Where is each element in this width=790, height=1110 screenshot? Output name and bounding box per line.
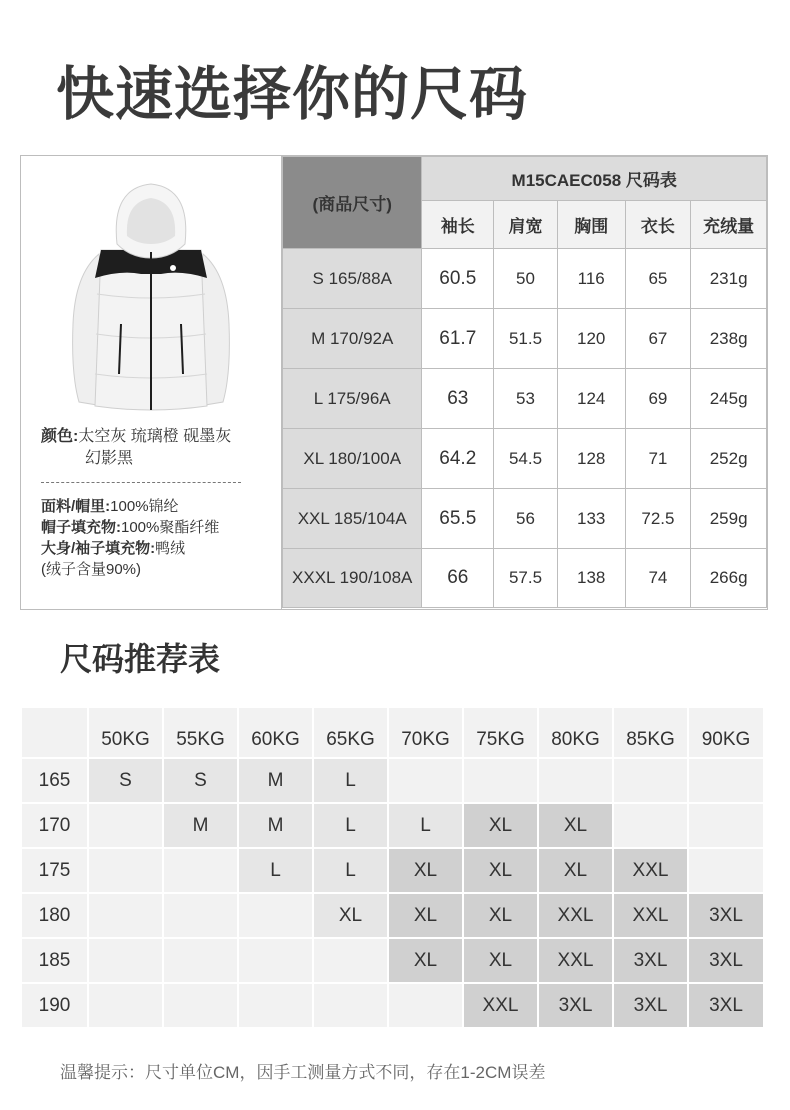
size-column-header: (商品尺寸) bbox=[283, 157, 422, 249]
table-cell: 138 bbox=[557, 549, 625, 608]
table-row bbox=[22, 759, 763, 802]
table-cell: 120 bbox=[557, 309, 625, 369]
size-cell: M bbox=[239, 804, 312, 847]
recommend-table bbox=[20, 706, 765, 1029]
column-header: 胸围 bbox=[557, 201, 625, 249]
size-cell: XL bbox=[389, 894, 462, 937]
material-line: 帽子填充物:100%聚酯纤维 bbox=[41, 519, 220, 536]
size-cell bbox=[164, 849, 237, 892]
size-cell bbox=[389, 759, 462, 802]
size-cell bbox=[539, 759, 612, 802]
size-cell: XXL bbox=[539, 894, 612, 937]
size-cell: XL bbox=[314, 894, 387, 937]
size-cell bbox=[689, 759, 763, 802]
table-cell: 65.5 bbox=[422, 489, 494, 549]
size-cell bbox=[614, 804, 687, 847]
table-cell: 65 bbox=[625, 249, 691, 309]
weight-header: 70KG bbox=[389, 708, 462, 757]
table-row bbox=[22, 804, 763, 847]
table-row bbox=[22, 849, 763, 892]
size-cell: L bbox=[239, 849, 312, 892]
size-cell: XL bbox=[464, 804, 537, 847]
height-label: 185 bbox=[22, 939, 87, 982]
color-list-line2: 幻影黑 bbox=[85, 450, 134, 467]
table-cell: 56 bbox=[494, 489, 558, 549]
column-header: 肩宽 bbox=[494, 201, 558, 249]
material-line: (绒子含量90%) bbox=[41, 561, 142, 578]
table-cell: 67 bbox=[625, 309, 691, 369]
size-cell: L bbox=[314, 759, 387, 802]
weight-header: 55KG bbox=[164, 708, 237, 757]
height-label: 170 bbox=[22, 804, 87, 847]
size-label: XXL 185/104A bbox=[283, 489, 422, 549]
table-cell: 133 bbox=[557, 489, 625, 549]
size-cell: 3XL bbox=[689, 984, 763, 1027]
size-cell: XL bbox=[389, 849, 462, 892]
weight-header: 80KG bbox=[539, 708, 612, 757]
table-cell: 128 bbox=[557, 429, 625, 489]
table-row bbox=[283, 489, 767, 549]
table-cell: 238g bbox=[691, 309, 767, 369]
size-cell: XL bbox=[464, 894, 537, 937]
size-cell: 3XL bbox=[539, 984, 612, 1027]
corner-cell bbox=[22, 708, 87, 757]
material-info bbox=[41, 496, 281, 580]
table-cell: 69 bbox=[625, 369, 691, 429]
size-cell: S bbox=[89, 759, 162, 802]
size-cell: M bbox=[164, 804, 237, 847]
table-cell: 124 bbox=[557, 369, 625, 429]
size-label: XXXL 190/108A bbox=[283, 549, 422, 608]
size-cell bbox=[164, 894, 237, 937]
size-cell: 3XL bbox=[614, 939, 687, 982]
material-line: 面料/帽里:100%锦纶 bbox=[41, 498, 179, 515]
size-cell bbox=[89, 849, 162, 892]
table-cell: 231g bbox=[691, 249, 767, 309]
size-cell: XL bbox=[464, 939, 537, 982]
table-cell: 61.7 bbox=[422, 309, 494, 369]
height-label: 175 bbox=[22, 849, 87, 892]
size-cell: XL bbox=[539, 849, 612, 892]
size-cell: 3XL bbox=[614, 984, 687, 1027]
table-row bbox=[22, 939, 763, 982]
table-cell: 54.5 bbox=[494, 429, 558, 489]
page-title: 快速选择你的尺码 bbox=[56, 62, 529, 127]
size-cell: L bbox=[314, 804, 387, 847]
table-row bbox=[22, 894, 763, 937]
weight-header: 75KG bbox=[464, 708, 537, 757]
size-label: L 175/96A bbox=[283, 369, 422, 429]
size-cell: XXL bbox=[614, 849, 687, 892]
table-row bbox=[283, 309, 767, 369]
recommend-title: 尺码推荐表 bbox=[60, 641, 221, 677]
product-panel bbox=[21, 156, 282, 609]
size-cell: S bbox=[164, 759, 237, 802]
table-row bbox=[283, 429, 767, 489]
divider bbox=[41, 482, 241, 483]
size-cell: XL bbox=[539, 804, 612, 847]
table-cell: 252g bbox=[691, 429, 767, 489]
column-header: 袖长 bbox=[422, 201, 494, 249]
material-line: 大身/袖子填充物:鸭绒 bbox=[41, 540, 186, 557]
size-cell bbox=[689, 804, 763, 847]
size-cell bbox=[689, 849, 763, 892]
size-cell: 3XL bbox=[689, 939, 763, 982]
table-cell: 53 bbox=[494, 369, 558, 429]
table-cell: 60.5 bbox=[422, 249, 494, 309]
size-cell: M bbox=[239, 759, 312, 802]
size-cell bbox=[164, 939, 237, 982]
table-cell: 66 bbox=[422, 549, 494, 608]
jacket-image bbox=[61, 174, 241, 414]
size-cell bbox=[239, 984, 312, 1027]
table-row bbox=[283, 549, 767, 608]
size-cell bbox=[239, 894, 312, 937]
size-label: S 165/88A bbox=[283, 249, 422, 309]
weight-header: 65KG bbox=[314, 708, 387, 757]
color-label: 颜色: bbox=[41, 428, 79, 445]
table-cell: 74 bbox=[625, 549, 691, 608]
table-row bbox=[22, 984, 763, 1027]
table-cell: 245g bbox=[691, 369, 767, 429]
size-cell: XXL bbox=[464, 984, 537, 1027]
size-cell bbox=[89, 984, 162, 1027]
size-cell bbox=[614, 759, 687, 802]
color-list-line1: 太空灰 琉璃橙 砚墨灰 bbox=[78, 428, 232, 445]
table-cell: 116 bbox=[557, 249, 625, 309]
size-cell bbox=[239, 939, 312, 982]
table-cell: 259g bbox=[691, 489, 767, 549]
weight-header: 85KG bbox=[614, 708, 687, 757]
table-cell: 64.2 bbox=[422, 429, 494, 489]
size-cell bbox=[164, 984, 237, 1027]
height-label: 190 bbox=[22, 984, 87, 1027]
measurement-note: 温馨提示：尺寸单位CM，因手工测量方式不同，存在1-2CM误差 bbox=[60, 1063, 546, 1082]
height-label: 180 bbox=[22, 894, 87, 937]
size-cell: XL bbox=[464, 849, 537, 892]
size-cell bbox=[314, 939, 387, 982]
size-chart-block bbox=[20, 155, 768, 610]
size-cell: L bbox=[389, 804, 462, 847]
table-cell: 57.5 bbox=[494, 549, 558, 608]
size-label: XL 180/100A bbox=[283, 429, 422, 489]
size-cell: 3XL bbox=[689, 894, 763, 937]
table-cell: 51.5 bbox=[494, 309, 558, 369]
weight-header: 60KG bbox=[239, 708, 312, 757]
size-cell bbox=[89, 804, 162, 847]
size-cell bbox=[314, 984, 387, 1027]
size-cell: XL bbox=[389, 939, 462, 982]
height-label: 165 bbox=[22, 759, 87, 802]
table-cell: 63 bbox=[422, 369, 494, 429]
table-row bbox=[283, 249, 767, 309]
size-table bbox=[282, 156, 767, 608]
weight-header: 90KG bbox=[689, 708, 763, 757]
weight-header: 50KG bbox=[89, 708, 162, 757]
column-header: 充绒量 bbox=[691, 201, 767, 249]
table-cell: 72.5 bbox=[625, 489, 691, 549]
table-cell: 71 bbox=[625, 429, 691, 489]
color-options bbox=[41, 426, 281, 470]
size-cell: XXL bbox=[614, 894, 687, 937]
size-cell bbox=[389, 984, 462, 1027]
size-cell bbox=[89, 894, 162, 937]
column-header: 衣长 bbox=[625, 201, 691, 249]
size-label: M 170/92A bbox=[283, 309, 422, 369]
size-cell bbox=[89, 939, 162, 982]
table-cell: 266g bbox=[691, 549, 767, 608]
size-cell: L bbox=[314, 849, 387, 892]
size-cell: XXL bbox=[539, 939, 612, 982]
table-cell: 50 bbox=[494, 249, 558, 309]
table-row bbox=[283, 369, 767, 429]
model-header: M15CAEC058 尺码表 bbox=[422, 157, 767, 201]
size-cell bbox=[464, 759, 537, 802]
